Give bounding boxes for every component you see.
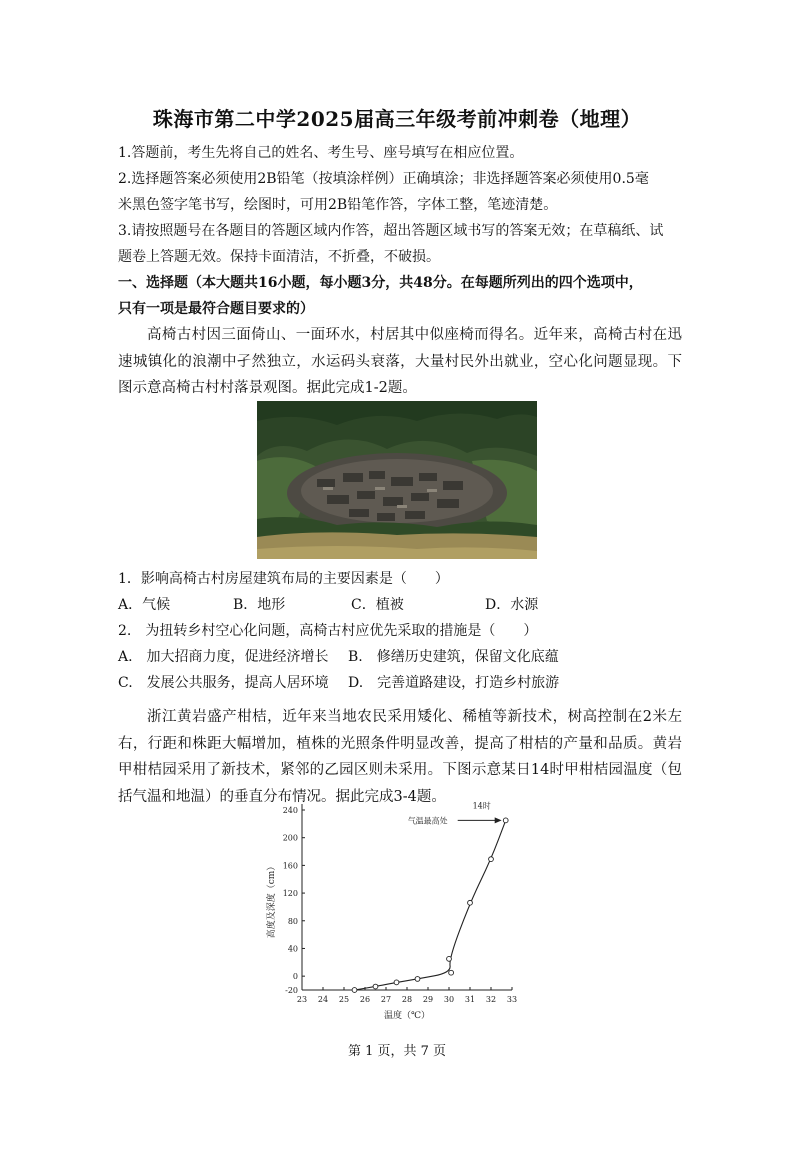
instruction-line-4: 3.请按照题号在各题目的答题区域内作答，超出答题区域书写的答案无效；在草稿纸、试: [118, 223, 664, 239]
annotation-arrow-head: [495, 817, 502, 823]
y-tick-label: 120: [282, 889, 298, 899]
x-tick-label: 24: [317, 995, 329, 1004]
section-heading-line-1: 一、选择题（本大题共16小题，每小题3分，共48分。在每题所列出的四个选项中，: [118, 275, 643, 291]
y-tick-label: -20: [285, 986, 298, 995]
data-point: [394, 980, 399, 985]
x-tick-label: 26: [359, 995, 371, 1004]
y-tick-label: 40: [287, 944, 298, 954]
page-footer: 第 1 页，共 7 页: [347, 1044, 447, 1059]
data-point: [352, 988, 357, 993]
y-tick-label: 240: [282, 806, 298, 815]
question-2-option-c[interactable]: C. 发展公共服务，提高人居环境: [118, 675, 329, 691]
question-1-option-b[interactable]: B．地形: [233, 597, 286, 613]
y-axis-label: 高度及深度（cm）: [267, 861, 277, 939]
instruction-line-2: 2.选择题答案必须使用2B铅笔（按填涂样例）正确填涂；非选择题答案必须使用0.5毫: [118, 171, 649, 187]
passage-2: 浙江黄岩盛产柑桔，近年来当地农民采用矮化、稀植等新技术，树高控制在2米左右，行距和株距大幅增加，植株的光照条件明显改善，提高了柑桔的产量和品质。黄岩甲柑桔园采用了新技术，紧邻的乙园区则未采用。下图示意某日14时甲柑桔园温度（包括气温和地温）的垂直分布情况。据此完成3-4题。: [118, 709, 682, 805]
x-tick-label: 31: [464, 995, 476, 1004]
y-tick-label: 160: [282, 861, 298, 871]
x-tick-label: 32: [485, 995, 497, 1004]
y-tick-label: 80: [287, 916, 298, 926]
village-landscape-photo: [257, 401, 537, 559]
x-axis-label: 温度（℃）: [383, 1011, 431, 1021]
y-tick-label: 0: [292, 972, 298, 982]
page-title: 珠海市第二中学2025届高三年级考前冲刺卷（地理）: [152, 107, 642, 131]
data-point: [415, 977, 420, 982]
instruction-line-3: 米黑色签字笔书写，绘图时，可用2B铅笔作答，字体工整，笔迹清楚。: [118, 197, 558, 213]
annotation-text: 气温最高处: [407, 816, 448, 826]
question-2-option-d[interactable]: D. 完善道路建设，打造乡村旅游: [348, 675, 560, 691]
x-tick-label: 23: [296, 995, 308, 1004]
x-tick-label: 28: [401, 995, 413, 1004]
temperature-profile-chart: [262, 798, 532, 1030]
question-2-option-b[interactable]: B. 修缮历史建筑，保留文化底蕴: [348, 649, 559, 665]
question-1-option-a[interactable]: A．气候: [118, 597, 171, 613]
instruction-line-5: 题卷上答题无效。保持卡面清洁，不折叠，不破损。: [118, 249, 440, 265]
x-tick-label: 25: [338, 995, 350, 1004]
data-point: [468, 900, 473, 905]
data-point: [449, 970, 454, 975]
annotation-time: 14时: [472, 801, 491, 811]
y-tick-label: 200: [282, 833, 298, 843]
x-tick-label: 30: [443, 995, 455, 1004]
question-1-option-c[interactable]: C．植被: [351, 597, 404, 613]
data-point: [447, 956, 452, 961]
x-tick-label: 33: [506, 995, 518, 1004]
passage-1: 高椅古村因三面倚山、一面环水，村居其中似座椅而得名。近年来，高椅古村在迅速城镇化的浪潮中孑然独立，水运码头衰落，大量村民外出就业，空心化问题显现。下图示意高椅古村村落景观图。据此完成1-2题。: [118, 327, 682, 396]
chart-svg: [262, 798, 532, 1030]
data-point: [489, 857, 494, 862]
data-point: [503, 818, 508, 823]
question-2-option-a[interactable]: A. 加大招商力度，促进经济增长: [118, 649, 329, 665]
temperature-line: [355, 820, 506, 990]
x-tick-label: 29: [422, 995, 434, 1004]
x-tick-label: 27: [380, 995, 392, 1004]
instruction-line-1: 1.答题前，考生先将自己的姓名、考生号、座号填写在相应位置。: [118, 145, 524, 161]
question-1-stem: 1．影响高椅古村房屋建筑布局的主要因素是（ ）: [118, 571, 449, 587]
data-point: [373, 984, 378, 989]
section-heading-line-2: 只有一项是最符合题目要求的）: [118, 301, 314, 317]
question-2-stem: 2. 为扭转乡村空心化问题，高椅古村应优先采取的措施是（ ）: [118, 623, 538, 639]
question-1-option-d[interactable]: D．水源: [485, 597, 539, 613]
